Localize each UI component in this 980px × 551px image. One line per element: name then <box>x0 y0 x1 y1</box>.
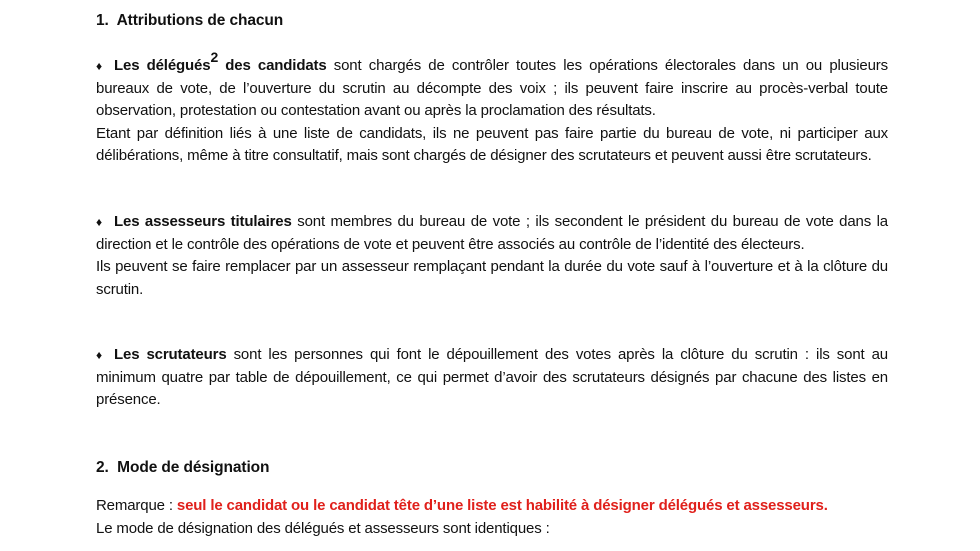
delegues-paragraph <box>96 49 888 168</box>
assesseurs-text-2: Ils peuvent se faire remplacer par un assesseur remplaçant pendant la durée du vote sauf à l’ouverture et à la clôture du scrutin. <box>96 258 888 298</box>
delegues-text-2: Etant par définition liés à une liste de candidats, ils ne peuvent pas faire partie du bureau de vote, ni participer aux délibérations, même à titre consultatif, mais sont chargés de désigner des scrutateurs et peuvent aussi être scrutateurs. <box>96 124 888 165</box>
scrutateurs-paragraph <box>96 344 888 412</box>
assesseurs-paragraph <box>96 211 888 301</box>
section-2-number: 2. <box>96 459 109 476</box>
remarque-label: Remarque : <box>96 497 177 514</box>
delegues-text-1: sont chargés de contrôler toutes les opérations électorales dans un ou plusieurs bureaux de vote, de l’ouverture du scrutin au décompte des voix ; ils peuvent faire inscrire au procès-verbal toute observation, protestation ou contestation avant ou après la proclamation des résultats. <box>96 57 888 120</box>
footnote-marker: 2 <box>210 49 219 65</box>
diamond-bullet-icon: ♦ <box>96 215 102 229</box>
diamond-bullet-icon: ♦ <box>96 59 102 73</box>
diamond-bullet-icon: ♦ <box>96 348 102 362</box>
assesseurs-text-1: sont membres du bureau de vote ; ils secondent le président du bureau de vote dans la direction et le contrôle des opérations de vote et peuvent être associés au contrôle de l’identité des électeurs. <box>96 213 888 253</box>
section-2-title: Mode de désignation <box>117 459 270 476</box>
delegues-term-tail: des candidats <box>218 57 327 74</box>
section-1-title: Attributions de chacun <box>116 12 284 29</box>
section-1-heading <box>96 12 283 30</box>
scrutateurs-text-1: sont les personnes qui font le dépouillement des votes après la clôture du scrutin : ils sont au minimum quatre par table de dépouillement, ce qui permet d’avoir des scrutateurs désignés par chacune des listes en présence. <box>96 346 888 409</box>
section-2-heading <box>96 459 269 477</box>
remarque-highlight: seul le candidat ou le candidat tête d’une liste est habilité à désigner délégués et assesseurs. <box>176 497 828 514</box>
delegues-term: Les délégués <box>114 57 211 74</box>
assesseurs-term: Les assesseurs titulaires <box>114 213 292 230</box>
section-1-number: 1. <box>96 12 109 29</box>
remarque-line-2: Le mode de désignation des délégués et assesseurs sont identiques : <box>96 519 550 537</box>
remarque-paragraph <box>96 495 888 540</box>
scrutateurs-term: Les scrutateurs <box>114 346 227 363</box>
